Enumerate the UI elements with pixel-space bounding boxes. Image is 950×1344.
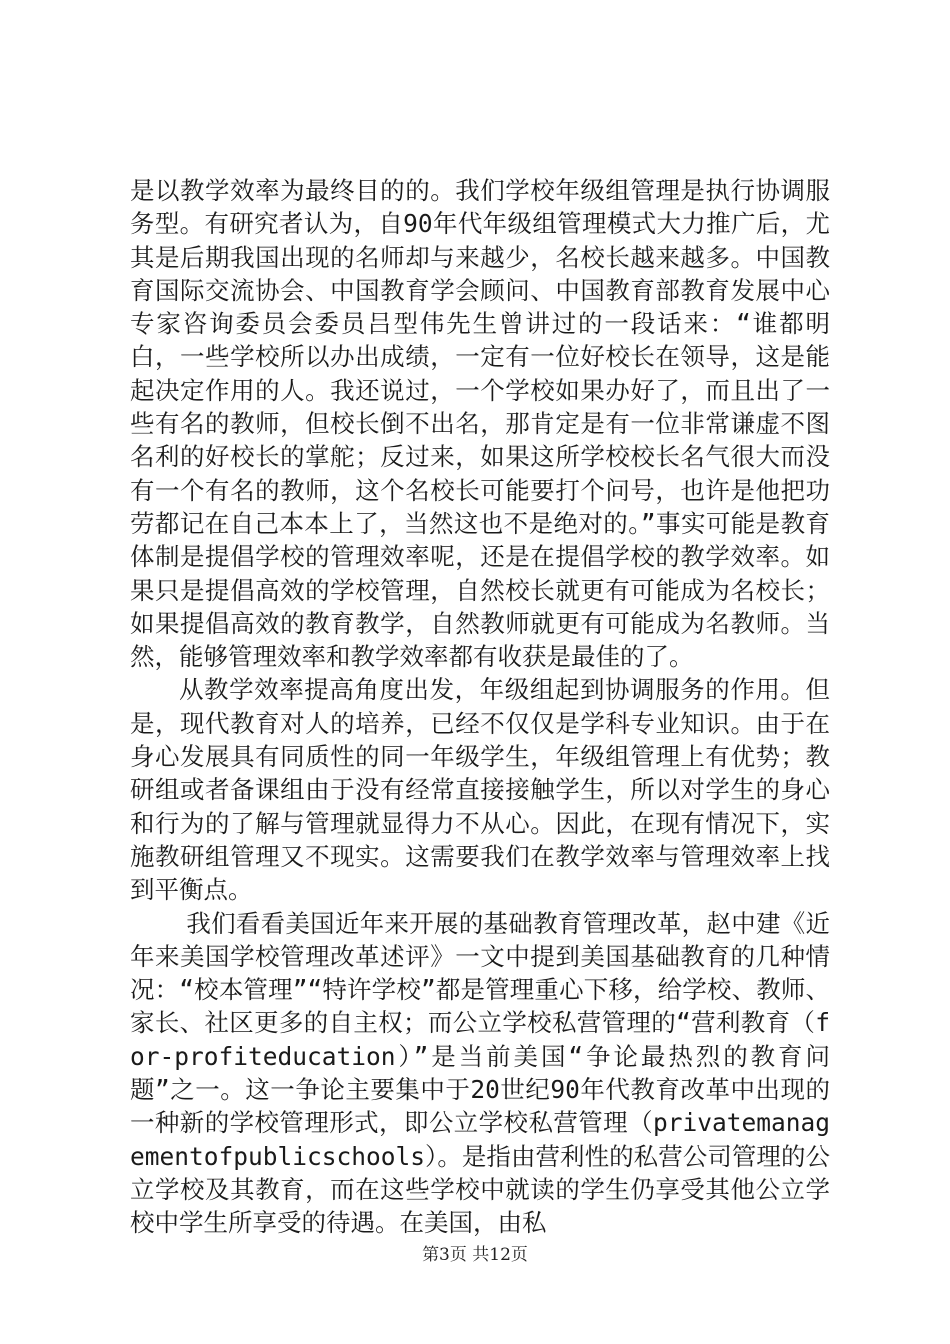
paragraph-us-reform: 我们看看美国近年来开展的基础教育管理改革，赵中建《近年来美国学校管理改革述评》一文中提到美国基础教育的几种情况：“校本管理”“特许学校”都是管理重心下移，给学校、教师、家长、社区更多的自主权；而公立学校私营管理的“营利教育（for-profiteducation）”是当前美国“争论最热烈的教育问题”之一。这一争论主要集中于20世纪90年代教育改革中出现的一种新的学校管理形式，即公立学校私营管理（privatemanagementofpublicschools）。是指由营利性的私营公司管理的公立学校及其教育，而在这些学校中就读的学生仍享受其他公立学校中学生所享受的待遇。在美国，由私 [130, 908, 830, 1238]
paragraph-continued: 是以教学效率为最终目的的。我们学校年级组管理是执行协调服务型。有研究者认为，自90年代年级组管理模式大力推广后，尤其是后期我国出现的名师却与来越少，名校长越来越多。中国教育国际交流协会、中国教育学会顾问、中国教育部教育发展中心专家咨询委员会委员吕型伟先生曾讲过的一段话来：“谁都明白，一些学校所以办出成绩，一定有一位好校长在领导，这是能起决定作用的人。我还说过，一个学校如果办好了，而且出了一些有名的教师，但校长倒不出名，那肯定是有一位非常谦虚不图名利的好校长的掌舵；反过来，如果这所学校校长名气很大而没有一个有名的教师，这个名校长可能要打个问号，也许是他把功劳都记在自己本本上了，当然这也不是绝对的。”事实可能是教育体制是提倡学校的管理效率呢，还是在提倡学校的教学效率。如果只是提倡高效的学校管理，自然校长就更有可能成为名校长；如果提倡高效的教育教学，自然教师就更有可能成为名教师。当然，能够管理效率和教学效率都有收获是最佳的了。 [130, 176, 830, 672]
paragraph-teaching-efficiency: 从教学效率提高角度出发，年级组起到协调服务的作用。但是，现代教育对人的培养，已经不仅仅是学科专业知识。由于在身心发展具有同质性的同一年级学生，年级组管理上有优势；教研组或者备课组由于没有经常直接接触学生，所以对学生的身心和行为的了解与管理就显得力不从心。因此，在现有情况下，实施教研组管理又不现实。这需要我们在教学效率与管理效率上找到平衡点。 [130, 675, 830, 905]
page-number-label: 第3页 共12页 [422, 1245, 528, 1265]
document-body [130, 174, 830, 1240]
page-footer [0, 1240, 950, 1265]
